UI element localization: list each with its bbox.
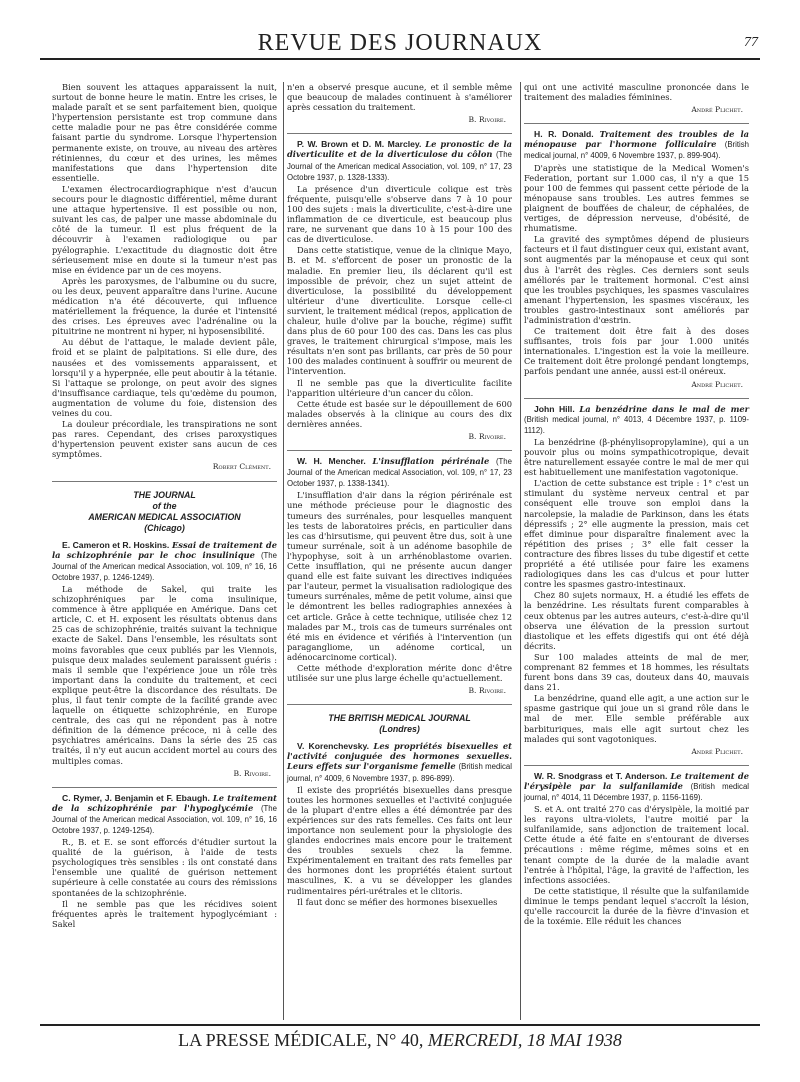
article (52, 540, 277, 779)
paragraph: S. et A. ont traité 270 cas d'érysipèle, la moitié par les rayons ultra-violets, l'autre moitié par la sulfanilamide, sans adjonction de traitement local. Cette étude a été faite en s'entourant de diverses précautions : même régime, mêmes soins et en tenant compte de la durée de la maladie avant l'entrée à l'hôpital, l'âge, la gravité de l'affection, les infections associées. (524, 804, 749, 885)
article-title: Le pronostic de la diverticulite et de la diverticulose du côlon (287, 139, 513, 160)
article (524, 123, 749, 389)
signature: B. Rivoire. (233, 768, 271, 778)
running-title: REVUE DES JOURNAUX (257, 30, 543, 56)
paragraph: La présence d'un diverticule colique est très fréquente, puisqu'elle s'observe dans 7 à 10 pour 100 des sujets : mais la diverticulite, c'est-à-dire une inflammation de ce diverticule, est beaucoup plus rare, ne survenant que dans 10 à 15 pour 100 des cas de diverticulose. (287, 183, 512, 245)
article-heading (52, 793, 277, 836)
article-authors: W. H. Mencher. (297, 456, 366, 467)
article-authors: P. W. Brown et D. M. Marcley. (297, 139, 422, 150)
section-city: (Chicago) (144, 522, 185, 533)
article-heading (287, 139, 512, 182)
paragraph: La méthode de Sakel, qui traite les schizophréniques par le coma insulinique, commence à être appliquée en Amérique. Dans cet article, C. et H. exposent les résultats obtenus dans 25 cas de schizophrénie, traités suivant la technique exacte de Sakel. Dans l'ensemble, les résultats sont moins favorables que ceux publiés par les Viennois, puisque deux malades seulement paraissent guéris : mais il semble que l'expérience joue un rôle très important dans la conduite du traitement, et ceci explique peut-être la discordance des résultats. De plus, il faut tenir compte de la facilité grande avec laquelle on étiquette schizophrénie, en Europe centrale, des cas qui ne répondent pas à notre définition de la démence précoce, ni à celle des psychiatres américains. Dans la série des 25 cas traités, il n'y eut aucun accident mortel au cours des multiples comas. (52, 583, 277, 766)
article-title: L'insufflation périrénale (372, 456, 490, 467)
article-title: La benzédrine dans le mal de mer (579, 403, 750, 414)
section-city: (Londres) (379, 724, 420, 735)
signature: André Plichet. (691, 105, 743, 115)
article-reference: (British medical journal, n° 4013, 4 Décembre 1937, p. 1109-1112). (524, 414, 749, 435)
paragraph: Il ne semble pas que les récidives soient fréquentes après le traitement hypoglycémiant : Sakel (52, 898, 277, 929)
paragraph: L'action de cette substance est triple : 1° c'est un stimulant du système nerveux central et par conséquent elle trouve son emploi dans la narcolepsie, la maladie de Parkinson, dans les états dépressifs ; 2° elle augmente la pression, mais cet effet diminue pour disparaître finalement avec la répétition des prises ; 3° elle fait cesser la contracture des fibres lisses du tube digestif et cette propriété a été utilisée pour faire les examens radiologiques dans les cas d'ulcus et pour lutter contre les spasmes gastro-intestinaux. (524, 478, 749, 590)
paragraph: qui ont une activité masculine prononcée dans le traitement des maladies féminines. (524, 82, 749, 103)
signature: B. Rivoire. (468, 432, 506, 441)
column-1 (52, 82, 277, 930)
page-header (40, 30, 760, 60)
article-authors: C. Rymer, J. Benjamin et F. Ebaugh. (62, 792, 210, 803)
paragraph: R., B. et E. se sont efforcés d'étudier surtout la qualité de la guérison, à l'aide de tests psychologiques très sensibles : ils ont constaté dans l'ensemble une qualité de guérison nettement supérieure à celle constatée au cours des rémissions spontanées de la schizophrénie. (52, 837, 277, 898)
paragraph: Après les paroxysmes, de l'albumine ou du sucre, ou les deux, peuvent apparaître dans l'urine. Aucune médication n'a été découverte, qui influence matériellement la fréquence, la durée et l'intensité des crises. Les épreuves avec l'adrénaline ou la pituitrine ne montrent ni hyper, ni hyposensibilité. (52, 275, 277, 337)
paragraph: Il ne semble pas que la diverticulite facilite l'apparition ultérieure d'un cancer du côlon. (287, 377, 512, 398)
article-reference: (British medical journal, n° 4009, 6 Novembre 1937, p. 896-899). (287, 762, 512, 783)
paragraph: Bien souvent les attaques apparaissent la nuit, surtout de bonne heure le matin. Entre les crises, le malade paraît et se sent parfaitement bien, quoique l'hypertension persistante est trop commune dans cette maladie pour ne pas être considérée comme faisant partie du syndrome. Lorsque l'hypertension permanente existe, on trouve, au niveau des artères rétiniennes, du cœur et des urines, les mêmes manifestations que dans l'hypertension dite essentielle. (52, 82, 277, 183)
signature: B. Rivoire. (468, 686, 506, 696)
column-rule (520, 82, 521, 1020)
publication-name: LA PRESSE MÉDICALE, N° 40, (178, 1030, 424, 1050)
article-heading (52, 540, 277, 583)
article-reference: (British medical journal, n° 4014, 11 Décembre 1937, p. 1156-1169). (524, 781, 750, 802)
article-reference: (British medical journal, n° 4009, 6 Novembre 1937, p. 899-904). (524, 140, 749, 161)
paragraph: La benzédrine, quand elle agit, a une action sur le spasme gastrique qui joue un si grand rôle dans le mal de mer. Elle semble préférable aux barbituriques, mais elle agit surtout chez les malades qui sont vagotoniques. (524, 693, 749, 744)
section-name: THE BRITISH MEDICAL JOURNAL (328, 713, 471, 724)
article-authors: V. Korenchevsky. (297, 741, 370, 752)
article-title: Les propriétés bisexuelles et l'activité conjuguée des hormones sexuelles. Leurs effets sur l'organisme femelle (287, 741, 512, 772)
article (524, 765, 749, 926)
article-title: Le traitement de l'érysipèle par la sulfanilamide (524, 770, 749, 791)
article-title: Traitement des troubles de la ménopause par l'hormone folliculaire (524, 129, 749, 150)
page-footer (40, 1024, 760, 1051)
article-heading (524, 129, 749, 161)
article-reference: (The Journal of the American medical Association, vol. 109, n° 17, 23 October 1937, p. 1338-1341). (287, 457, 512, 489)
article-heading (524, 404, 749, 436)
paragraph: Ce traitement doit être fait à des doses suffisantes, trois fois par jour 1.000 unités internationales. L'ingestion est la voie la meilleure. Ce traitement doit être prolongé pendant longtemps, parfois pendant une année, aussi est-il onéreux. (524, 326, 749, 377)
article-authors: W. R. Snodgrass et T. Anderson. (534, 770, 668, 781)
section-of: of the (152, 500, 177, 511)
article-authors: H. R. Donald. (534, 129, 594, 140)
paragraph: Chez 80 sujets normaux, H. a étudié les effets de la benzédrine. Les résultats furent comparables à ceux obtenus par les autres auteurs, c'est-à-dire qu'il observa une élévation de la pression surtout diastolique et les effets digestifs qui ont été déjà décrits. (524, 590, 749, 651)
article-title: Le traitement de la schizophrénie par l'hypoglycémie (52, 792, 277, 813)
column-rule (283, 82, 284, 1020)
article (524, 398, 749, 757)
paragraph: Cette étude est basée sur le dépouillement de 600 malades observés à la clinique au cours des dix dernières années. (287, 398, 512, 429)
signature: B. Rivoire. (468, 115, 506, 125)
paragraph: L'examen électrocardiographique n'est d'aucun secours pour le diagnostic différentiel, même durant une attaque hypertensive. Il est possible ou non, suivant les cas, de palper une masse abdominale du côté de la tumeur. Il est plus fréquent de la découvrir à l'examen radiologique ou par pyélographie. L'exactitude du diagnostic doit être sérieusement mise en doute si la tumeur n'est pas mise en évidence par un de ces moyens. (52, 183, 277, 275)
article-reference: (The Journal of the American medical Association, vol. 109, n° 16, 16 Octobre 1937, p. 1246-1249). (52, 550, 277, 582)
paragraph: Il existe des propriétés bisexuelles dans presque toutes les hormones sexuelles et l'activité conjuguée de la plupart d'entre elles a été démontrée par des expériences sur des rats femelles. Ces faits ont leur importance non seulement pour la physiologie des glandes endocrines mais encore pour le traitement des troubles sexuels chez la femme. Expérimentalement en traitant des rats femelles par des hormones dont les propriétés étaient surtout masculines, K. a vu se développer les glandes rudimentaires péri-urétrales et le clitoris. (287, 784, 512, 896)
paragraph: n'en a observé presque aucune, et il semble même que beaucoup de malades continuent à s'améliorer après cessation du traitement. (287, 82, 512, 113)
article (287, 450, 512, 696)
paragraph: Cette méthode d'exploration mérite donc d'être utilisée sur une plus large échelle qu'actuellement. (287, 662, 512, 684)
paragraph: D'après une statistique de la Medical Women's Federation, portant sur 1.000 cas, il n'y a que 15 pour 100 de femmes qui passent cette période de la ménopause sans troubles. Les autres femmes se plaignent de bouffées de chaleur, de céphalées, de vertiges, de dépression nerveuse, d'obésité, de rhumatisme. (524, 162, 749, 234)
paragraph: Au début de l'attaque, le malade devient pâle, froid et se plaint de palpitations. Si elle dure, des nausées et des vomissements apparaissent, et lorsqu'il y a hyperpnée, elle peut aboutir à la tétanie. Si l'attaque se prolonge, on peut avoir des signes d'insuffisance cardiaque, tels qu'œdème du poumon, augmentation de volume du foie, distension des veines du cou. (52, 337, 277, 418)
column-3 (524, 82, 749, 927)
journal-section-heading (52, 481, 277, 534)
paragraph: La douleur précordiale, les transpirations ne sont pas rares. Cependant, des crises paroxystiques d'hypertension peuvent exister sans aucun de ces symptômes. (52, 419, 277, 460)
paragraph: La benzédrine (β-phénylisopropylamine), qui a un pouvoir plus ou moins sympathicotropique, devait être naturellement essayée contre le mal de mer qui est habituellement une manifestation vagotonique. (524, 436, 749, 478)
article-reference: (The Journal of the American medical Association, vol. 109, n° 16, 16 Octobre 1937, p. 1249-1254). (52, 803, 277, 835)
article (52, 787, 277, 929)
article-authors: E. Cameron et R. Hoskins. (62, 539, 170, 550)
paragraph: La gravité des symptômes dépend de plusieurs facteurs et il faut distinguer ceux qui, existant avant, sont augmentés par la ménopause et ceux qui sont dus à l'arrêt des règles. Ces derniers sont seuls améliorés par le traitement hormonal. C'est ainsi que les troubles psychiques, les spasmes vasculaires amenant l'hypertension, les spasmes viscéraux, les troubles gastro-intestinaux sont améliorés par l'administration d'œstrin. (524, 234, 749, 325)
article (287, 133, 512, 442)
paragraph: Dans cette statistique, venue de la clinique Mayo, B. et M. s'efforcent de poser un pronostic de la maladie. En premier lieu, ils déclarent qu'il est impossible de prévoir, chez un sujet atteint de diverticulose, la possibilité du développement ultérieur d'une diverticulite. Lorsque celle-ci survient, le traitement médical (repos, application de chaleur, huile d'olive par la bouche, régime) suffit dans plus de 60 pour 100 des cas. Dans les cas plus graves, le traitement chirurgical s'impose, mais les résultats n'en sont pas brillants, car près de 50 pour 100 des malades continuent à souffrir ou meurent de l'intervention. (287, 245, 512, 377)
paragraph: Il faut donc se méfier des hormones bisexuelles (297, 896, 498, 907)
article-heading (287, 456, 512, 489)
column-2 (287, 82, 512, 908)
signature: André Plichet. (691, 746, 743, 756)
article-authors: John Hill. (534, 403, 575, 414)
issue-date: MERCREDI, 18 MAI 1938 (427, 1030, 622, 1050)
journal-section-heading (287, 704, 512, 735)
article (287, 741, 512, 907)
paragraph: De cette statistique, il résulte que la sulfanilamide diminue le temps pendant lequel s'accroît la lésion, qu'elle raccourcit la durée de la fièvre d'invasion et de la toxémie. Elle réduit les chances (524, 885, 749, 927)
section-name: THE JOURNAL (133, 489, 196, 500)
article-title: Essai de traitement de la schizophrénie par le choc insulinique (52, 539, 277, 560)
section-org: AMERICAN MEDICAL ASSOCIATION (88, 511, 241, 522)
article-heading (524, 771, 749, 803)
paragraph: Sur 100 malades atteints de mal de mer, comprenant 82 femmes et 18 hommes, les résultats furent bons dans 39 cas, douteux dans 40, mauvais dans 21. (524, 651, 749, 693)
article-heading (287, 741, 512, 783)
paragraph: L'insufflation d'air dans la région périrénale est une méthode précieuse pour le diagnostic des tumeurs des surrénales, pour lesquelles manquent les tests de laboratoires précis, en particulier dans les cas d'hirsutisme, qui peuvent être dus, soit à une tumeur surrénale, soit à un adénome basophile de l'hypophyse, soit à un arrhénoblastome ovarien. Cette insufflation, qui ne présente aucun danger quand elle est faite suivant les directives indiquées par l'auteur, permet la visualisation radiologique des tumeurs surrénales, même de petit volume, ainsi que le démontrent les belles radiographies annexées à cet article. Grâce à cette technique, utilisée chez 12 malades par M., trois cas de tumeurs surrénales ont été mis en évidence et vérifiés à l'intervention (un paragangliome, un adénome cortical, un adénocarcinome cortical). (287, 490, 512, 662)
article-reference: (The Journal of the American medical Association, vol. 109, n° 17, 23 Octobre 1937, p. 1328-1333). (287, 150, 512, 182)
page-number: 77 (744, 35, 758, 50)
signature: Robert Clément. (212, 462, 271, 472)
signature: André Plichet. (691, 379, 743, 389)
